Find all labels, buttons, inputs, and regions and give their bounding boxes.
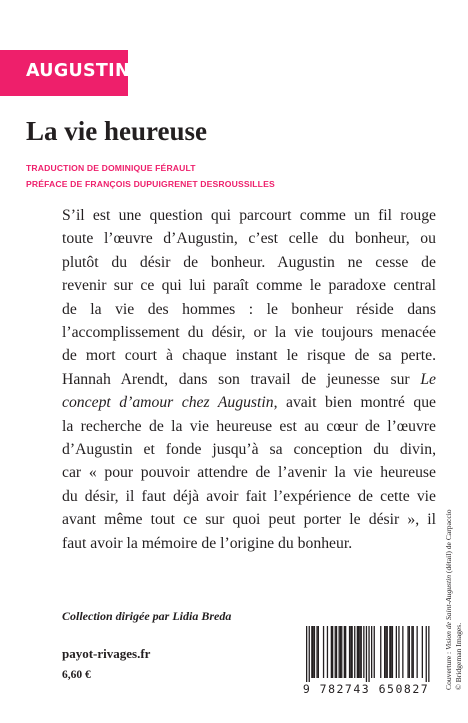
cover-credit [444, 509, 464, 690]
blurb-line: du désir, il faut déjà avoir fait l’expérience de cette vie [62, 487, 436, 505]
blurb-line: la recherche de la vie heureuse est au cœur de l’œuvre [62, 417, 436, 435]
barcode-bar [396, 626, 397, 678]
cover-credit-prefix: Couverture : [444, 649, 453, 690]
barcode-bar [335, 626, 336, 678]
barcode-bar [336, 626, 337, 678]
barcode-bar [323, 626, 324, 678]
barcode-bar [366, 626, 367, 682]
barcode-bar [413, 626, 414, 678]
barcode-bar [426, 626, 427, 682]
barcode-bar [357, 626, 358, 678]
barcode-bar [309, 626, 310, 682]
barcode-bar [341, 626, 342, 678]
cover-credit-detail: (détail) de Carpaccio [444, 509, 453, 575]
credits [26, 160, 275, 192]
barcode-bar [385, 626, 386, 678]
blurb-line: d’Augustin et fonde jusqu’à sa conception du divin, [62, 441, 436, 459]
barcode-bar [411, 626, 412, 678]
barcode-bar [389, 626, 390, 678]
barcode-bar [374, 626, 375, 678]
blurb-line: faut avoir la mémoire de l’origine du bonheur. [62, 534, 353, 552]
translation-credit: TRADUCTION DE DOMINIQUE FÉRAULT [26, 163, 196, 173]
blurb-line: l’accomplissement du désir, or la vie toujours menacée [62, 324, 436, 342]
barcode-bar [359, 626, 360, 678]
blurb-line: S’il est une question qui parcourt comme un fil rouge [62, 207, 436, 224]
blurb-text: , avait bien montré que [273, 394, 436, 412]
collection-credit: Collection dirigée par Lidia Breda [62, 609, 232, 623]
cover-copyright: © Bridgeman Images. [454, 622, 463, 690]
blurb-line: de la vie des hommes : le bonheur réside dans [62, 300, 436, 318]
barcode-bar [363, 626, 364, 678]
blurb-line: revenir sur ce qui lui paraît comme le paradoxe central [62, 277, 436, 295]
barcode-bar [313, 626, 314, 678]
barcode-bar [352, 626, 353, 678]
barcode-bar [332, 626, 333, 678]
barcode-bar [422, 626, 423, 678]
blurb-line: de mort court à chaque instant le risque de sa perte. [62, 347, 436, 365]
barcode-bar [345, 626, 346, 678]
cover-credit-work: Vision de Saint-Augustin [444, 574, 453, 650]
barcode-bar [368, 626, 369, 682]
barcode-bar [402, 626, 403, 678]
book-reference-italic: Le [420, 370, 436, 388]
barcode-bar [349, 626, 350, 678]
barcode-bar [409, 626, 410, 678]
barcode-bar [391, 626, 392, 678]
barcode-bar [358, 626, 359, 678]
barcode-bar [361, 626, 362, 678]
barcode-bar [339, 626, 340, 678]
barcode-bar [340, 626, 341, 678]
barcode-bar [306, 626, 307, 682]
blurb-line: plutôt du désir de bonheur. Augustin ne cesse de [62, 253, 436, 271]
barcode-bar [380, 626, 381, 678]
barcode-bar [350, 626, 351, 678]
barcode-bar [311, 626, 312, 678]
author-name: AUGUSTIN [26, 61, 130, 81]
barcode-bars [298, 626, 434, 682]
barcode-bar [392, 626, 393, 678]
author-band [0, 50, 128, 96]
isbn-barcode [298, 626, 434, 701]
blurb-line: car « pour pouvoir attendre de l’avenir la vie heureuse [62, 464, 436, 482]
barcode-bar [387, 626, 388, 678]
barcode-bar [314, 626, 315, 678]
blurb [62, 204, 436, 555]
barcode-bar [316, 626, 317, 678]
barcode-bar [384, 626, 385, 678]
barcode-bar [331, 626, 332, 678]
price: 6,60 € [62, 669, 91, 681]
barcode-bar [327, 626, 328, 678]
preface-credit: PRÉFACE DE FRANÇOIS DUPUIGRENET DESROUSSILLES [26, 179, 275, 189]
blurb-line: avant même tout ce sur quoi peut porter le désir », il [62, 511, 436, 529]
blurb-line [62, 368, 436, 391]
barcode-bar [398, 626, 399, 678]
book-title: La vie heureuse [26, 116, 207, 146]
blurb-line [62, 391, 436, 414]
barcode-number: 9 782743 650827 [302, 682, 430, 696]
barcode-bar [354, 626, 355, 678]
barcode-bar [407, 626, 408, 678]
blurb-text: Hannah Arendt, dans son travail de jeunesse sur [62, 370, 410, 388]
book-reference-italic: concept d’amour chez Augustin [62, 394, 274, 412]
blurb-line: toute l’œuvre d’Augustin, c’est celle du bonheur, ou [62, 230, 436, 248]
barcode-bar [428, 626, 429, 682]
publisher-website: payot-rivages.fr [62, 646, 151, 661]
cover-credit-line [444, 509, 454, 690]
barcode-bar [371, 626, 372, 678]
barcode-bar [344, 626, 345, 678]
barcode-bar [318, 626, 319, 678]
barcode-bar [417, 626, 418, 678]
